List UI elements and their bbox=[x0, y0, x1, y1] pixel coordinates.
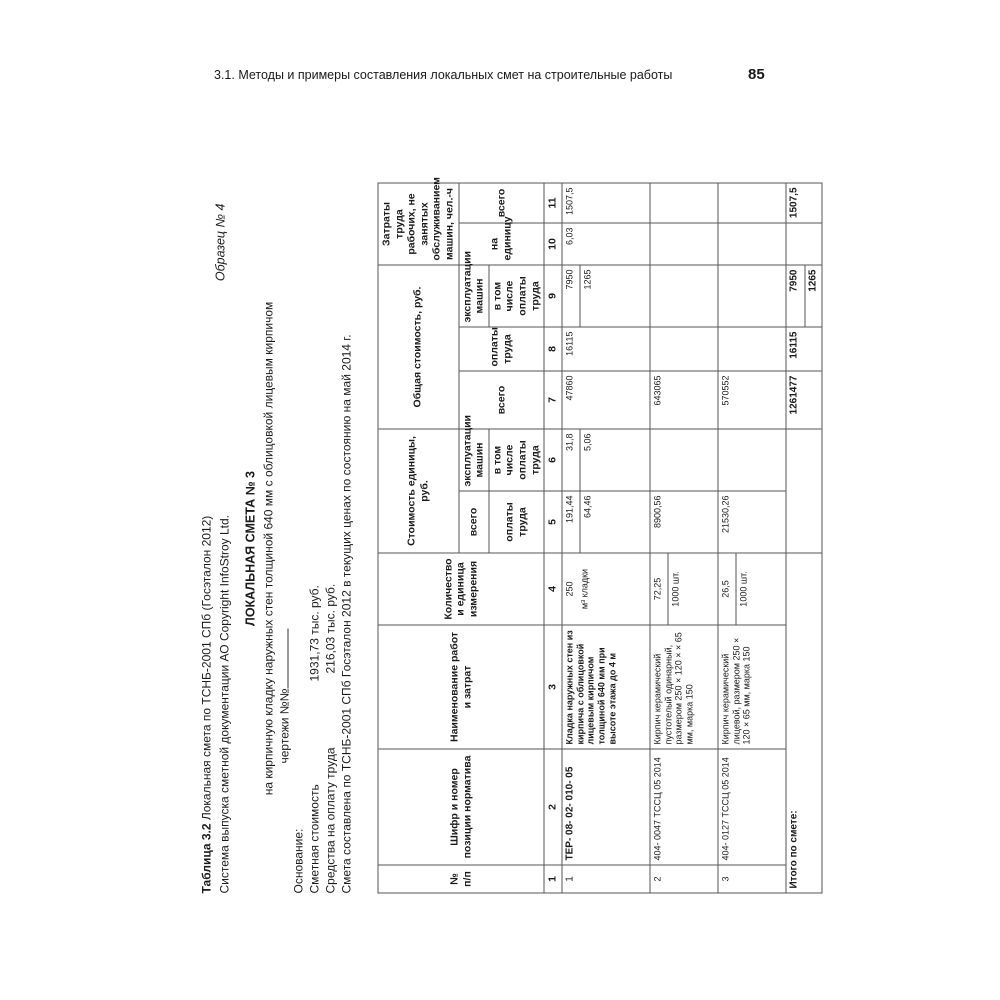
header-total-machines: эксплуатации машин bbox=[459, 265, 489, 327]
col-number: 6 bbox=[544, 429, 562, 491]
header-total-incl-wages: в том числе оплаты труда bbox=[489, 265, 544, 327]
row-num: 1 bbox=[562, 865, 650, 893]
row-labor-unit: 6,03 bbox=[562, 223, 650, 265]
header-labor: Затраты труда рабочих, не занятых обслуживанием машин, чел.-ч bbox=[378, 183, 459, 265]
row-qty bbox=[650, 553, 718, 625]
total-labor-unit bbox=[786, 223, 822, 265]
row-name: Кирпич керамический пустотелый одинарный, размером 250 × 120 × × 65 мм, марка 150 bbox=[650, 625, 718, 749]
total-mach-wages: 1265 bbox=[804, 266, 819, 327]
header-unit-cost: Стоимость единицы, руб. bbox=[378, 429, 459, 553]
row-code: 404- 0047 ТССЦ 05 2014 bbox=[650, 749, 718, 865]
total-mach: 7950 bbox=[788, 269, 800, 292]
header-unit-incl-wages: в том числе оплаты труда bbox=[489, 429, 544, 491]
header-unit-wages: оплаты труда bbox=[489, 491, 544, 553]
col-number: 3 bbox=[544, 625, 562, 749]
basis-label: Основание: bbox=[291, 828, 306, 894]
drawings-line: чертежи №№ bbox=[278, 628, 292, 763]
col-number: 8 bbox=[544, 327, 562, 371]
estimate-title: ЛОКАЛЬНАЯ СМЕТА № 3 bbox=[243, 471, 258, 626]
header-code: Шифр и номер позиции норматива bbox=[378, 749, 544, 865]
row-labor-unit bbox=[718, 223, 786, 265]
total-all: 1261477 bbox=[786, 371, 822, 429]
estimate-cost-value: 1931,73 тыс. руб. bbox=[307, 585, 322, 682]
col-number: 9 bbox=[544, 265, 562, 327]
rotated-table-block bbox=[199, 177, 819, 894]
total-unit-cost bbox=[786, 429, 822, 553]
header-num: № п/п bbox=[378, 865, 544, 893]
system-line: Система выпуска сметной документации АО Copyright InfoStroy Ltd. bbox=[217, 514, 232, 894]
row-unit-cost bbox=[562, 491, 650, 553]
total-row bbox=[786, 183, 822, 893]
row-qty-unit: 1000 шт. bbox=[735, 554, 749, 625]
total-wages: 16115 bbox=[786, 327, 822, 371]
row-unit-mach: 31,8 bbox=[564, 433, 575, 452]
header-row-1 bbox=[378, 183, 459, 893]
row-total-wages bbox=[650, 327, 718, 371]
row-code: ТЕР- 08- 02- 010- 05 bbox=[562, 749, 650, 865]
page-number: 85 bbox=[748, 66, 765, 83]
row-labor-unit bbox=[650, 223, 718, 265]
table-row bbox=[562, 183, 650, 893]
row-unit-all: 191,44 bbox=[564, 495, 575, 524]
row-total-all: 47860 bbox=[562, 371, 650, 429]
col-number: 2 bbox=[544, 749, 562, 865]
row-labor-all bbox=[718, 183, 786, 223]
estimate-cost-label: Сметная стоимость bbox=[307, 784, 322, 894]
row-name: Кирпич керамический лицевой, размером 250 × 120 × 65 мм, марка 150 bbox=[718, 625, 786, 749]
row-total-mach: 7950 bbox=[564, 269, 575, 290]
total-labor-all: 1507,5 bbox=[786, 183, 822, 223]
row-unit-wages: 64,46 bbox=[579, 492, 593, 553]
row-total-machines bbox=[718, 265, 786, 327]
row-qty-unit: 1000 шт. bbox=[667, 554, 681, 625]
row-qty bbox=[562, 553, 650, 625]
total-label: Итого по смете: bbox=[786, 553, 822, 893]
row-num: 2 bbox=[650, 865, 718, 893]
header-labor-all: всего bbox=[459, 183, 545, 223]
row-total-machines bbox=[650, 265, 718, 327]
estimate-table bbox=[378, 177, 823, 893]
col-number: 4 bbox=[544, 553, 562, 625]
header-qty: Количество и единица измерения bbox=[378, 553, 544, 625]
row-total-mach-wages: 1265 bbox=[579, 266, 593, 327]
row-total-all: 570552 bbox=[718, 371, 786, 429]
row-unit-machines bbox=[562, 429, 650, 491]
row-unit-machines bbox=[718, 429, 786, 491]
header-labor-per-unit: на единицу bbox=[459, 223, 545, 265]
col-number: 7 bbox=[544, 371, 562, 429]
col-number: 5 bbox=[544, 491, 562, 553]
row-total-wages: 16115 bbox=[562, 327, 650, 371]
row-total-all: 643065 bbox=[650, 371, 718, 429]
col-number: 1 bbox=[544, 865, 562, 893]
compiled-line: Смета составлена по ТСНБ-2001 СПб Госэталон 2012 в текущих ценах по состоянию на май 2014 г. bbox=[339, 334, 354, 894]
row-unit-mach-wages: 5,06 bbox=[579, 430, 593, 491]
row-unit-all: 8900,56 bbox=[650, 491, 718, 553]
header-unit-all: всего bbox=[459, 491, 489, 553]
estimate-subtitle: на кирпичную кладку наружных стен толщиной 640 мм с облицовкой лицевым кирпичом bbox=[261, 301, 276, 796]
header-total-all: всего bbox=[459, 371, 545, 429]
labor-cost-value: 216,03 тыс. руб. bbox=[323, 583, 338, 674]
row-qty-value: 26,5 bbox=[720, 580, 731, 598]
row-qty-unit: м³ кладки bbox=[579, 568, 590, 610]
row-code: 404- 0127 ТССЦ 05 2014 bbox=[718, 749, 786, 865]
header-total-wages: оплаты труда bbox=[459, 327, 545, 371]
table-row bbox=[718, 183, 786, 893]
total-machines bbox=[786, 265, 822, 327]
table-row bbox=[650, 183, 718, 893]
running-head: 3.1. Методы и примеры составления локальных смет на строительные работы bbox=[214, 68, 673, 82]
row-total-machines bbox=[562, 265, 650, 327]
sample-label: Образец № 4 bbox=[213, 203, 228, 282]
row-labor-all: 1507,5 bbox=[562, 183, 650, 223]
header-name: Наименование работ и затрат bbox=[378, 625, 544, 749]
header-unit-machines: эксплуатации машин bbox=[459, 429, 489, 491]
row-unit-all: 21530,26 bbox=[718, 491, 786, 553]
row-labor-all bbox=[650, 183, 718, 223]
row-qty-value: 72,25 bbox=[652, 577, 663, 601]
row-qty-value: 250 bbox=[564, 581, 575, 597]
row-name: Кладка наружных стен из кирпича с облицовкой лицевым кирпичом толщиной 640 мм при высоте этажа до 4 м bbox=[562, 625, 650, 749]
col-number: 11 bbox=[544, 183, 562, 223]
row-total-wages bbox=[718, 327, 786, 371]
row-unit-machines bbox=[650, 429, 718, 491]
row-num: 3 bbox=[718, 865, 786, 893]
table-caption: Таблица 3.2 Локальная смета по ТСНБ-2001 СПб (Госэталон 2012) bbox=[199, 515, 214, 894]
row-qty bbox=[718, 553, 786, 625]
labor-cost-label: Средства на оплату труда bbox=[323, 747, 338, 894]
header-total-cost: Общая стоимость, руб. bbox=[378, 265, 459, 429]
col-number: 10 bbox=[544, 223, 562, 265]
column-number-row bbox=[544, 183, 562, 893]
